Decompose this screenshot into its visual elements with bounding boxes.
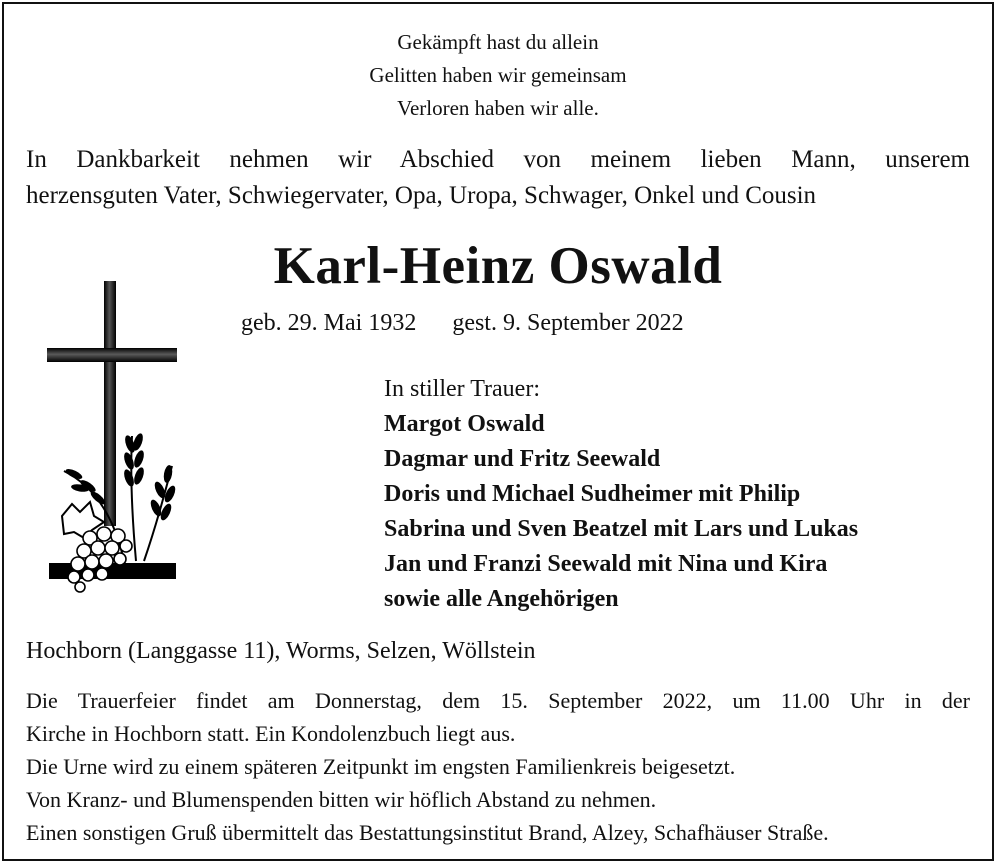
life-dates xyxy=(241,310,684,337)
deceased-name: Karl-Heinz Oswald xyxy=(273,237,723,295)
details-line: Die Trauerfeier findet am Donnerstag, dem 15. September 2022, um 11.00 Uhr in der xyxy=(26,688,970,713)
mourner-name: Jan und Franzi Seewald mit Nina und Kira xyxy=(384,551,828,577)
obituary-notice xyxy=(2,2,994,861)
mourner-name: Doris und Michael Sudheimer mit Philip xyxy=(384,481,801,507)
poem-line: Verloren haben wir alle. xyxy=(397,96,599,120)
details-line: Die Urne wird zu einem späteren Zeitpunkt im engsten Familienkreis beigesetzt. xyxy=(26,754,736,779)
intro-text xyxy=(26,142,970,214)
funeral-details xyxy=(26,684,970,849)
details-line: Kirche in Hochborn statt. Ein Kondolenzbuch liegt aus. xyxy=(26,721,516,746)
cross-with-wheat-and-grapes-icon xyxy=(44,276,189,596)
mourner-name: Sabrina und Sven Beatzel mit Lars und Lukas xyxy=(384,516,859,542)
poem xyxy=(4,26,992,125)
birth-date: geb. 29. Mai 1932 xyxy=(241,310,417,336)
details-line: Einen sonstigen Gruß übermittelt das Bestattungsinstitut Brand, Alzey, Schafhäuser Straße. xyxy=(26,820,829,845)
mourners-list xyxy=(384,372,858,617)
mourners-heading: In stiller Trauer: xyxy=(384,376,540,402)
mourner-name: Margot Oswald xyxy=(384,411,545,437)
intro-line: herzensguten Vater, Schwiegervater, Opa, Uropa, Schwager, Onkel und Cousin xyxy=(26,182,817,209)
poem-line: Gelitten haben wir gemeinsam xyxy=(369,63,627,87)
details-line: Von Kranz- und Blumenspenden bitten wir höflich Abstand zu nehmen. xyxy=(26,787,657,812)
poem-line: Gekämpft hast du allein xyxy=(397,30,599,54)
mourner-name: sowie alle Angehörigen xyxy=(384,586,619,612)
mourner-name: Dagmar und Fritz Seewald xyxy=(384,446,661,472)
places-line: Hochborn (Langgasse 11), Worms, Selzen, Wöllstein xyxy=(26,638,536,664)
death-date: gest. 9. September 2022 xyxy=(452,310,684,336)
intro-line: In Dankbarkeit nehmen wir Abschied von meinem lieben Mann, unserem xyxy=(26,146,970,173)
